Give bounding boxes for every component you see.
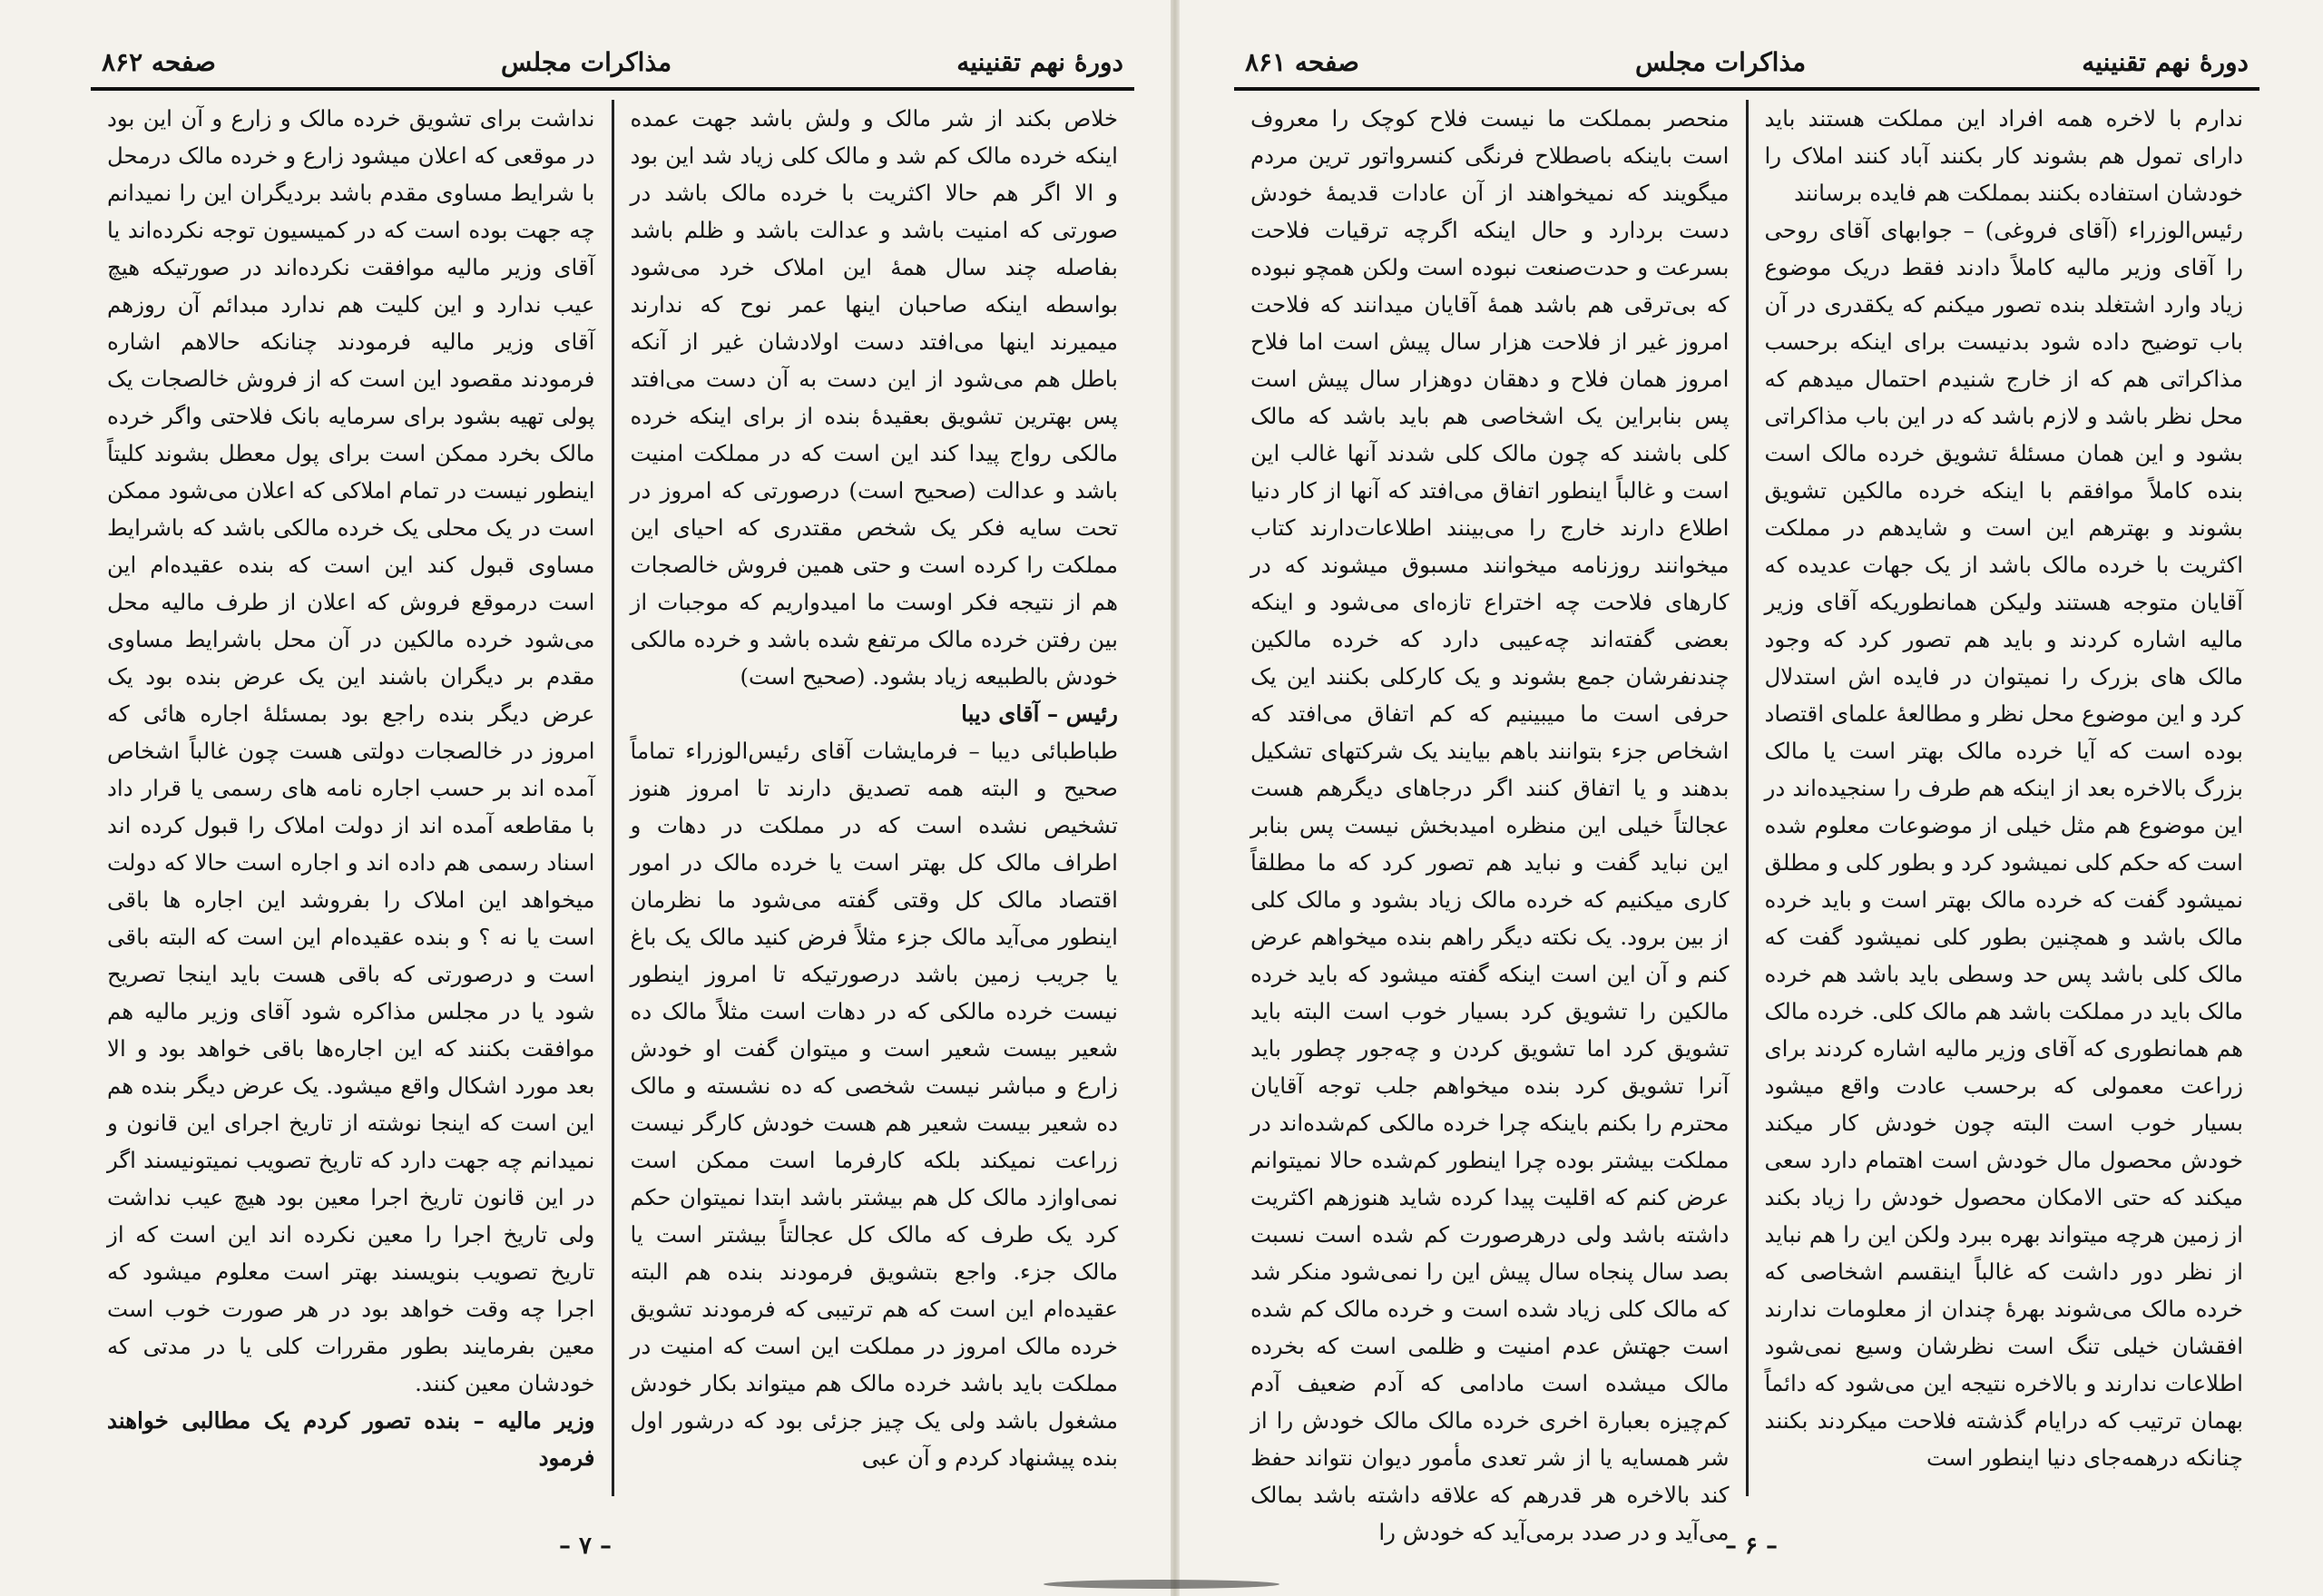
speaker-line: رئیس – آقای دیبا	[961, 700, 1118, 727]
header-page-number: صفحه ۸۶۱	[1245, 46, 1359, 77]
scan-smudge	[1044, 1580, 1279, 1589]
text-columns	[91, 100, 1134, 1496]
paragraph: خلاص بکند از شر مالک و ولش باشد جهت عمده اینکه خرده مالک کم شد و مالک کلی زیاد شد این بود و الا اگر هم حالا اکثریت با خرده مالک باشد در صورتی که امنیت باشد و عدالت باشد و ظلم باشد بفاصله چند سال همهٔ این املاک خرد می‌شود بواسطه اینکه صاحبان اینها عمر نوح که ندارند میمیرند اینها می‌افتد دست اولادشان غیر از آنکه باطل هم می‌شود از این دست به آن دست می‌افتد پس بهترین تشویق بعقیدهٔ بنده از برای اینکه خرده مالکی رواج پیدا کند این است که در مملکت امنیت باشد و عدالت (صحیح است) درصورتی که امروز در تحت سایه فکر یک شخص مقتدری که احیای این مملکت را کرده است و حتی همین فروش خالصجات هم از نتیجه فکر اوست ما امیدواریم که موجبات از بین رفتن خرده مالک مرتفع شده باشد و خرده مالکی خودش بالطبیعه زیاد بشود. (صحیح است)	[630, 105, 1118, 690]
paragraph: طباطبائی دیبا – فرمایشات آقای رئیس‌الوزراء تماماً صحیح و البته همه تصدیق دارند تا امروز هنوز تشخیص نشده است که در مملکت در دهات و اطراف مالک کل بهتر است یا خرده مالک در امور اقتصاد مالک کل وقتی گفته می‌شود ما نظرمان اینطور می‌آید مالک جزء مثلاً فرض کنید مالک یک باغ یا جریب زمین باشد درصورتیکه تا امروز اینطور نیست خرده مالکی که در دهات است مثلاً مالک ده شعیر بیست شعیر است و میتوان گفت او خودش زارع و مباشر نیست شخصی که ده نشسته و مالک ده شعیر بیست شعیر هم هست خودش کارگر نیست زراعت نمیکند بلکه کارفرما است ممکن است نمی‌اوازد مالک کل هم بیشتر باشد ابتدا نمیتوان حکم کرد یک طرف که مالک کل عجالتاً بیشتر است یا مالک جزء. واجع بتشویق فرمودند بنده هم البته عقیده‌ام این است که هم ترتیبی که فرمودند تشویق خرده مالک امروز در مملکت این است که امنیت در مملکت باید باشد خرده مالک هم میتواند بکار خودش مشغول باشد ولی یک چیز جزئی بود که درشور اول بنده پیشنهاد کردم و آن عبی	[630, 738, 1118, 1471]
paragraph: منحصر بمملکت ما نیست فلاح کوچک را معروف است باینکه باصطلاح فرنگی کنسرواتور ترین مردم میگویند که نمیخواهند از آن عادات قدیمهٔ خودش دست بردارد و حال اینکه اگرچه ترقیات فلاحت بسرعت و حدت‌صنعت نبوده است ولکن همچو نبوده که بی‌ترقی هم باشد همهٔ آقایان میدانند که فلاحت امروز غیر از فلاحت هزار سال پیش است اما فلاح امروز همان فلاح و دهقان دوهزار سال پیش است پس بنابراین یک اشخاصی هم باید باشد که مالک کلی باشند که چون مالک کلی شدند آنها غالب این است و غالباً اینطور اتفاق می‌افتد که آنها از کار دنیا اطلاع دارند خارج را می‌بینند اطلاعات‌دارند کتاب میخوانند روزنامه میخوانند مسبوق میشوند که در کارهای فلاحت چه اختراع تازه‌ای می‌شود و اینکه بعضی گفته‌اند چه‌عیبی دارد که خرده مالکین چندنفرشان جمع بشوند و یک کارکلی بکنند این یک حرفی است ما میبینیم که کم اتفاق می‌افتد که اشخاص جزء بتوانند باهم بیایند یک شرکتهای تشکیل بدهند و یا اتفاق کنند اگر درجاهای دیگرهم هست عجالتاً خیلی این منظره امیدبخش نیست پس بنابر این نباید گفت و نباید هم تصور کرد که ما مطلقاً کاری میکنیم که خرده مالک زیاد بشود و مالک کلی از بین برود. یک نکته دیگر راهم بنده میخواهم عرض کنم و آن این است اینکه گفته میشود که باید خرده مالکین را تشویق کرد بسیار خوب است البته باید تشویق کرد اما تشویق کردن و چه‌جور چطور باید آنرا تشویق کرد بنده میخواهم جلب توجه آقایان محترم را بکنم باینکه چرا خرده مالکی کم‌شده‌اند در مملکت بیشتر بوده چرا اینطور کم‌شده حالا نمیتوانم عرض کنم که اقلیت پیدا کرده شاید هنوزهم اکثریت داشته باشد ولی درهرصورت کم شده است نسبت بصد سال پنجاه سال پیش این را نمی‌شود منکر شد که مالک کلی زیاد شده است و خرده مالک کم شده است جهتش عدم امنیت و ظلمی است که بخرده مالک میشده است مادامی که آدم ضعیف آدم کم‌چیزه بعبارة اخری خرده مالک مالک خودش را از شر همسایه یا از شر تعدی مأمور دیوان نتواند حفظ کند بالاخره هر قدرهم که علاقه داشته باشد بمالک می‌آید و در صدد برمی‌آید که خودش را	[1250, 105, 1730, 1545]
column-left	[1234, 100, 1746, 1545]
text-columns	[1234, 100, 2259, 1545]
page-header	[91, 36, 1134, 91]
page-footer-number: – ۶ –	[1724, 1532, 1779, 1560]
header-page-number: صفحه ۸۶۲	[102, 46, 216, 77]
paragraph: نداشت برای تشویق خرده مالک و زارع و آن این بود در موقعی که اعلان میشود زارع و خرده مالک درمحل با شرایط مساوی مقدم باشد بردیگران این را نمیدانم چه جهت بوده است که در کمیسیون توجه نکرده‌اند یا آقای وزیر مالیه موافقت نکرده‌اند در صورتیکه هیچ عیب ندارد و این کلیت هم ندارد مبدائم آن روزهم آقای وزیر مالیه فرمودند چنانکه حالاهم اشاره فرمودند مقصود این است که از فروش خالصجات یک پولی تهیه بشود برای سرمایه بانک فلاحتی واگر خرده مالک بخرد ممکن است برای پول معطل بشوند کلیتاً اینطور نیست در تمام املاکی که اعلان می‌شود ممکن است در یک محلی یک خرده مالکی باشد که باشرایط مساوی قبول کند این است که بنده عقیده‌ام این است درموقع فروش که اعلان از طرف مالیه محل می‌شود خرده مالکین در آن محل باشرایط مساوی مقدم بر دیگران باشند این یک عرض بنده بود یک عرض دیگر بنده راجع بود بمسئلهٔ اجاره هائی که امروز در خالصجات دولتی هست چون غالباً اشخاص آمده اند بر حسب اجاره نامه های رسمی یا قرار داد با مقاطعه آمده اند از دولت املاک را قبول کرده اند اسناد رسمی هم داده اند و اجاره است حالا که دولت میخواهد این املاک را بفروشد این اجاره ها باقی است یا نه ؟ و بنده عقیده‌ام این است که البته باقی است و درصورتی که باقی هست باید اینجا تصریح شود یا در مجلس مذاکره شود آقای وزیر مالیه هم موافقت بکنند که این اجاره‌ها باقی خواهد بود و الا بعد مورد اشکال واقع میشود. یک عرض دیگر بنده هم این است که اینجا نوشته از تاریخ اجرای این قانون و نمیدانم چه جهت دارد که تاریخ تصویب نمیتونیسند اگر در این قانون تاریخ اجرا معین بود هیچ عیب نداشت ولی تاریخ اجرا را معین نکرده اند این است که از تاریخ تصویب بنویسند بهتر است معلوم میشود که اجرا چه وقت خواهد بود در هر صورت خوب است معین بفرمایند بطور مقررات کلی یا در مدتی که خودشان معین کنند.	[107, 105, 595, 1396]
right-page	[1180, 0, 2323, 1596]
column-right	[614, 100, 1135, 1496]
speaker-line: وزیر مالیه – بنده تصور کردم یک مطالبی خواهند فرمود	[107, 1407, 595, 1471]
header-session: دورهٔ نهم تقنینیه	[956, 46, 1123, 77]
paragraph: ندارم با لاخره همه افراد این مملکت هستند باید دارای تمول هم بشوند کار بکنند آباد کنند املاک را خودشان استفاده بکنند بمملکت هم فایده برسانند	[1764, 105, 2243, 206]
book-spine	[1171, 0, 1180, 1596]
column-right	[1749, 100, 2260, 1496]
header-title: مذاکرات مجلس	[500, 46, 672, 77]
header-session: دورهٔ نهم تقنینیه	[2082, 46, 2249, 77]
page-header	[1234, 36, 2259, 91]
paragraph: رئیس‌الوزراء (آقای فروغی) – جوابهای آقای روحی را آقای وزیر مالیه کاملاً دادند فقط دریک موضوع زیاد وارد اشتغلد بنده تصور میکنم که یکقدری در آن باب توضیح داده شود بدنیست برای اینکه برحسب مذاکراتی هم که از خارج شنیدم احتمال میدهم که محل نظر باشد و لازم باشد که در این باب مذاکراتی بشود و این همان مسئلهٔ تشویق خرده مالک است بنده کاملاً موافقم با اینکه خرده مالکین تشویق بشوند و بهترهم این است و شایدهم در مملکت اکثریت با خرده مالک باشد از یک جهات عدیده که آقایان متوجه هستند ولیکن همانطوریکه آقای وزیر مالیه اشاره کردند و باید هم تصور کرد که وجود مالک های بزرک را نمیتوان در فایده اش استدلال کرد و این موضوع محل نظر و مطالعهٔ علمای اقتصاد بوده است که آیا خرده مالک بهتر است یا مالک بزرگ بالاخره بعد از اینکه هم طرف را سنجیده‌اند در این موضوع هم مثل خیلی از موضوعات معلوم شده است که حکم کلی نمیشود کرد و بطور کلی و مطلق نمیشود گفت که خرده مالک بهتر است و باید خرده مالک باشد و همچنین بطور کلی نمیشود گفت که مالک کلی باشد پس حد وسطی باید باشد هم خرده مالک باید در مملکت باشد هم مالک کلی. خرده مالک هم همانطوری که آقای وزیر مالیه اشاره کردند برای زراعت معمولی که برحسب عادت واقع میشود بسیار خوب است البته چون خودش کار میکند خودش محصول مال خودش است اهتمام دارد سعی میکند که حتی الامکان محصول خودش را زیاد بکند از زمین هرچه میتواند بهره ببرد ولکن این را هم نباید از نظر دور داشت که غالباً اینقسم اشخاصی که خرده مالک می‌شوند بهرهٔ چندان از معلومات ندارند افقشان خیلی تنگ است نظرشان وسیع نمی‌شود اطلاعات ندارند و بالاخره نتیجه این می‌شود که دائماً بهمان ترتیب که درایام گذشته فلاحت میکردند بکنند چنانکه درهمه‌جای دنیا اینطور است	[1764, 217, 2243, 1471]
page-footer-number: – ۷ –	[558, 1532, 613, 1560]
column-left	[91, 100, 612, 1496]
header-title: مذاکرات مجلس	[1634, 46, 1807, 77]
